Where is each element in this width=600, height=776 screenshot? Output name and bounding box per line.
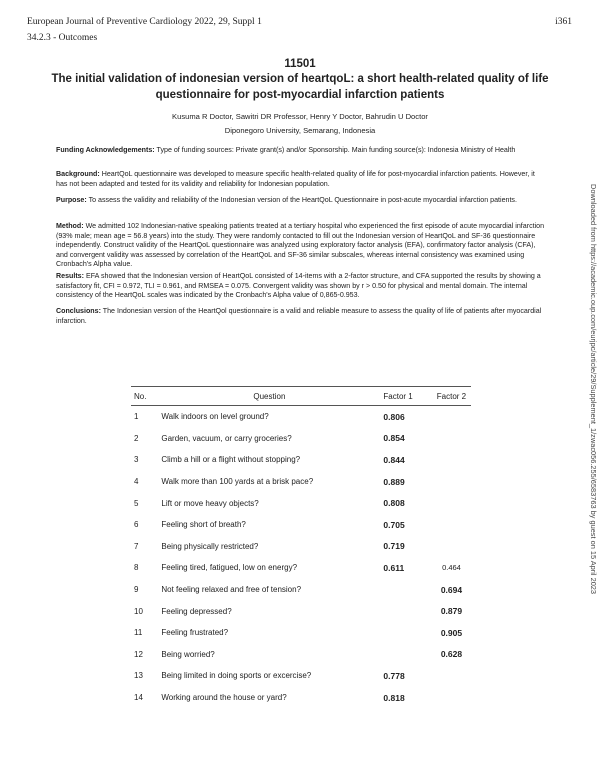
factor-2-loading: 0.879 <box>440 606 463 617</box>
factor-2-loading <box>432 492 471 514</box>
purpose-label: Purpose: <box>56 196 87 204</box>
factor-2-loading: 0.905 <box>440 627 463 638</box>
background-label: Background: <box>56 170 100 178</box>
results-label: Results: <box>56 272 84 280</box>
factor-2-loading <box>432 536 471 558</box>
author-list: Kusuma R Doctor, Sawitri DR Professor, Henry Y Doctor, Bahrudin U Doctor <box>172 112 428 121</box>
conclusions-paragraph <box>56 307 548 326</box>
factor-1-loading <box>377 579 432 601</box>
factor-1-loading <box>377 644 432 666</box>
table-row <box>131 449 471 471</box>
factor-1-loading <box>377 600 432 622</box>
row-number: 5 <box>134 498 139 508</box>
factor-loading-table <box>131 386 471 708</box>
download-watermark-text[interactable]: Downloaded from https://academic.oup.com/eurjpc/article/29/Supplement_1/zwac056.255/6583763 by guest on 15 April 2023 <box>589 184 598 595</box>
results-paragraph <box>56 272 548 301</box>
row-number: 13 <box>134 671 143 681</box>
header-question: Question <box>157 387 377 406</box>
row-question: Climb a hill or a flight without stopping? <box>161 455 301 465</box>
abstract-title: The initial validation of indonesian version of heartqoL: a short health-related quality of life questionnaire for post-myocardial infarction patients <box>51 73 549 101</box>
row-number: 9 <box>134 585 139 595</box>
background-paragraph <box>56 170 548 189</box>
factor-2-loading <box>432 665 471 687</box>
row-number: 10 <box>134 606 143 616</box>
results-text: EFA showed that the Indonesian version of HeartQoL consisted of 14-items with a 2-factor structure, and CFA supported the results by showing a satisfactory fit, CFI = 0.972, TLI = 0.961, and RMSEA = 0.075. Convergent validity was shown by r > 0.50 for physical and mental domain. The internal consistency of the HeartQoL scales was indicated by the Cronbach's Alpha value of 0,865-0.953. <box>56 272 541 300</box>
factor-1-loading: 0.854 <box>383 433 405 444</box>
purpose-paragraph <box>56 196 548 206</box>
row-question: Being physically restricted? <box>161 541 259 551</box>
row-question: Walk more than 100 yards at a brisk pace? <box>161 477 314 487</box>
table-row <box>131 492 471 514</box>
factor-2-loading <box>432 687 471 709</box>
factor-1-loading: 0.818 <box>383 692 405 703</box>
row-number: 14 <box>134 693 143 703</box>
row-number: 4 <box>134 477 139 487</box>
factor-2-loading: 0.694 <box>440 584 463 595</box>
journal-citation: European Journal of Preventive Cardiology 2022, 29, Suppl 1 <box>27 17 262 27</box>
funding-text: Type of funding sources: Private grant(s) and/or Sponsorship. Main funding source(s): Indonesia Ministry of Health <box>156 146 516 154</box>
row-question: Not feeling relaxed and free of tension? <box>161 585 302 595</box>
row-question: Feeling short of breath? <box>161 520 246 530</box>
table-row <box>131 428 471 450</box>
method-text: We admitted 102 Indonesian-native speaking patients treated at a tertiary hospital who experienced the first episode of acute myocardial infarction (93% male; mean age = 56.8 years) into the study. They were randomly contacted to fill out the Indonesian version of HeartQoL and SF-36 questionnaire independently. Construct validity of the HeartQoL questionnaire was analyzed using exploratory factor analysis (EFA), confirmatory factor analysis (CFA), and convergent validity was assessed by correlation of the HeartQoL and SF-36 similar subscales, whereas internal consistency was examined using Cronbach's Alpha value. <box>56 222 545 269</box>
conclusions-label: Conclusions: <box>56 307 101 315</box>
background-text: HeartQoL questionnaire was developed to measure specific health-related quality of life for post-myocardial infarction patients. However, it has not been adapted and tested for its validity and reliability for Indonesian population. <box>56 170 535 188</box>
purpose-text: To assess the validity and reliability of the Indonesian version of the HeartQoL Questionnaire in post-acute myocardial infarction patients. <box>88 196 517 204</box>
table-header-row <box>131 387 471 406</box>
table-row <box>131 665 471 687</box>
row-question: Walk indoors on level ground? <box>161 412 269 422</box>
funding-paragraph <box>56 146 548 156</box>
row-number: 12 <box>134 649 143 659</box>
table-row <box>131 579 471 601</box>
factor-2-loading <box>432 471 471 493</box>
row-number: 2 <box>134 433 139 443</box>
table-row <box>131 514 471 536</box>
row-question: Being limited in doing sports or excercise? <box>161 671 312 681</box>
table-row <box>131 471 471 493</box>
section-label: 34.2.3 - Outcomes <box>27 33 98 43</box>
download-watermark <box>586 184 598 604</box>
table-row <box>131 536 471 558</box>
row-question: Feeling frustrated? <box>161 628 229 638</box>
table-row <box>131 557 471 579</box>
factor-2-loading: 0.628 <box>440 649 463 660</box>
table-row <box>131 406 471 428</box>
row-number: 3 <box>134 455 139 465</box>
page-number: i361 <box>555 17 572 27</box>
row-question: Garden, vacuum, or carry groceries? <box>161 433 292 443</box>
table-row <box>131 622 471 644</box>
factor-1-loading: 0.806 <box>383 411 405 422</box>
factor-1-loading <box>377 622 432 644</box>
row-question: Feeling depressed? <box>161 606 232 616</box>
row-number: 6 <box>134 520 139 530</box>
factor-2-loading <box>432 514 471 536</box>
row-question: Being worried? <box>161 649 215 659</box>
factor-1-loading: 0.889 <box>383 476 405 487</box>
factor-1-loading: 0.778 <box>383 670 405 681</box>
conclusions-text: The Indonesian version of the HeartQol questionnaire is a valid and reliable measure to assess the quality of life of patients after myocardial infarction. <box>56 307 542 325</box>
table-row <box>131 644 471 666</box>
factor-2-loading <box>432 428 471 450</box>
header-factor-1: Factor 1 <box>377 387 432 406</box>
factor-1-loading: 0.719 <box>383 541 405 552</box>
factor-1-loading: 0.808 <box>383 498 405 509</box>
row-question: Lift or move heavy objects? <box>161 498 259 508</box>
method-paragraph <box>56 222 548 270</box>
row-number: 11 <box>134 628 143 638</box>
method-label: Method: <box>56 222 84 230</box>
table-row <box>131 600 471 622</box>
factor-1-loading: 0.844 <box>383 454 405 465</box>
row-number: 8 <box>134 563 139 573</box>
row-number: 1 <box>134 412 139 422</box>
factor-2-loading <box>432 406 471 428</box>
row-number: 7 <box>134 541 139 551</box>
header-no: No. <box>131 387 157 406</box>
header-factor-2: Factor 2 <box>432 387 471 406</box>
factor-2-loading: 0.464 <box>442 563 461 573</box>
funding-label: Funding Acknowledgements: <box>56 146 155 154</box>
row-question: Working around the house or yard? <box>161 693 287 703</box>
row-question: Feeling tired, fatigued, low on energy? <box>161 563 298 573</box>
factor-1-loading: 0.705 <box>383 519 405 530</box>
factor-1-loading: 0.611 <box>383 562 405 573</box>
factor-2-loading <box>432 449 471 471</box>
affiliation: Diponegoro University, Semarang, Indonesia <box>224 126 376 135</box>
table-row <box>131 687 471 709</box>
abstract-number: 11501 <box>284 58 316 70</box>
